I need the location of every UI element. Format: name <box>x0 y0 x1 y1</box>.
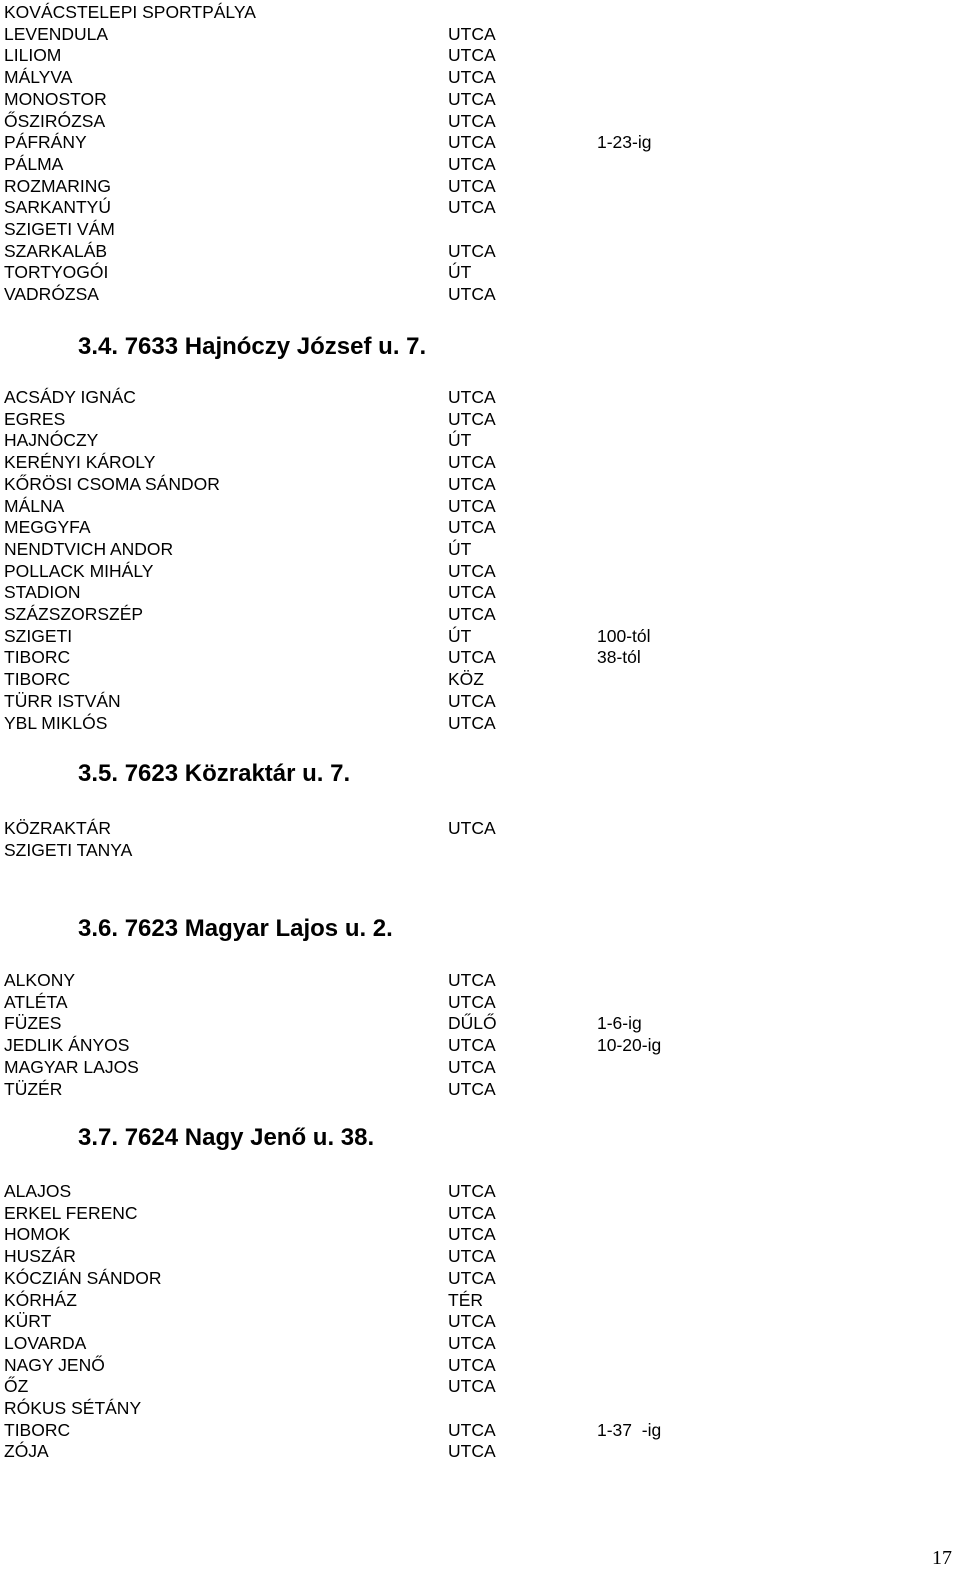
house-number-range: 10-20-ig <box>597 1035 662 1056</box>
street-row <box>0 1441 960 1462</box>
street-name: TÜZÉR <box>4 1078 63 1099</box>
street-type: UTCA <box>448 517 496 538</box>
street-name: VADRÓZSA <box>4 284 99 305</box>
street-row <box>0 1246 960 1267</box>
street-row <box>0 2 960 23</box>
street-row <box>0 691 960 712</box>
street-name: KERÉNYI KÁROLY <box>4 452 156 473</box>
street-row <box>0 1311 960 1332</box>
street-name: SZIGETI TANYA <box>4 839 133 860</box>
street-type: UTCA <box>448 1376 496 1397</box>
street-row <box>0 1203 960 1224</box>
street-type: UTCA <box>448 88 496 109</box>
street-name: ŐZ <box>4 1376 29 1397</box>
house-number-range: 38-tól <box>597 647 641 668</box>
street-type: UTCA <box>448 473 496 494</box>
street-row <box>0 1181 960 1202</box>
street-name: YBL MIKLÓS <box>4 712 108 733</box>
street-row <box>0 1355 960 1376</box>
street-name: LOVARDA <box>4 1332 87 1353</box>
section-heading: 3.7. 7624 Nagy Jenő u. 38. <box>78 1124 375 1151</box>
street-row <box>0 24 960 45</box>
house-number-range: 100-tól <box>597 625 651 646</box>
street-type: UTCA <box>448 452 496 473</box>
street-type: UTCA <box>448 1332 496 1353</box>
street-name: EGRES <box>4 408 66 429</box>
street-name: MAGYAR LAJOS <box>4 1056 139 1077</box>
street-type: UTCA <box>448 175 496 196</box>
street-name: TIBORC <box>4 647 71 668</box>
street-type: UTCA <box>448 1078 496 1099</box>
street-type: DŰLŐ <box>448 1013 497 1034</box>
street-row <box>0 154 960 175</box>
street-name: STADION <box>4 582 81 603</box>
street-row <box>0 561 960 582</box>
street-name: KÖZRAKTÁR <box>4 818 111 838</box>
street-row <box>0 262 960 283</box>
street-name: JEDLIK ÁNYOS <box>4 1035 130 1056</box>
street-type: UTCA <box>448 1224 496 1245</box>
street-type: UTCA <box>448 23 496 44</box>
street-row <box>0 452 960 473</box>
street-name: RÓKUS SÉTÁNY <box>4 1398 142 1418</box>
street-row <box>0 1079 960 1100</box>
street-row <box>0 582 960 603</box>
street-type: UTCA <box>448 67 496 88</box>
street-type: UTCA <box>448 690 496 711</box>
page-number: 17 <box>932 1547 952 1569</box>
street-name: SARKANTYÚ <box>4 197 111 218</box>
house-number-range: 1-23-ig <box>597 132 652 153</box>
street-row <box>0 970 960 991</box>
street-name: HAJNÓCZY <box>4 430 99 451</box>
street-name: HOMOK <box>4 1224 71 1245</box>
street-name: KÜRT <box>4 1311 52 1332</box>
street-type: UTCA <box>448 408 496 429</box>
street-row <box>0 647 960 668</box>
street-type: UTCA <box>448 132 496 153</box>
street-row <box>0 1057 960 1078</box>
street-name: SZIGETI VÁM <box>4 219 115 239</box>
street-row <box>0 818 960 839</box>
street-row <box>0 430 960 451</box>
street-row <box>0 1290 960 1311</box>
street-name: ERKEL FERENC <box>4 1202 138 1223</box>
street-row <box>0 1013 960 1034</box>
street-name: ALKONY <box>4 970 75 990</box>
street-type: UTCA <box>448 1419 496 1440</box>
street-type: UTCA <box>448 1441 496 1462</box>
street-name: TIBORC <box>4 1419 71 1440</box>
street-name: SZÁZSZORSZÉP <box>4 604 144 624</box>
street-name: ALAJOS <box>4 1181 72 1201</box>
street-name: KŐRÖSI CSOMA SÁNDOR <box>4 473 220 494</box>
street-row <box>0 517 960 538</box>
street-row <box>0 713 960 734</box>
house-number-range: 1-37 -ig <box>597 1419 662 1440</box>
street-name: SZARKALÁB <box>4 240 108 261</box>
street-name: HUSZÁR <box>4 1246 76 1267</box>
street-row <box>0 1333 960 1354</box>
street-row <box>0 1268 960 1289</box>
street-row <box>0 539 960 560</box>
street-name: POLLACK MIHÁLY <box>4 560 154 581</box>
street-name: NAGY JENŐ <box>4 1354 105 1375</box>
street-row <box>0 604 960 625</box>
street-name: SZIGETI <box>4 625 73 646</box>
street-row <box>0 67 960 88</box>
street-type: UTCA <box>448 1181 496 1201</box>
street-row <box>0 840 960 861</box>
street-type: UTCA <box>448 1311 496 1332</box>
street-row <box>0 197 960 218</box>
street-row <box>0 387 960 408</box>
street-name: TIBORC <box>4 669 71 690</box>
street-type: ÚT <box>448 538 472 559</box>
street-row <box>0 669 960 690</box>
street-type: UTCA <box>448 45 496 66</box>
street-type: UTCA <box>448 240 496 261</box>
street-type: UTCA <box>448 712 496 733</box>
street-row <box>0 626 960 647</box>
street-type: UTCA <box>448 582 496 603</box>
street-type: UTCA <box>448 1267 496 1288</box>
street-type: UTCA <box>448 818 496 838</box>
street-name: PÁFRÁNY <box>4 132 87 153</box>
street-type: ÚT <box>448 625 472 646</box>
street-type: UTCA <box>448 495 496 516</box>
street-name: MONOSTOR <box>4 88 107 109</box>
street-type: UTCA <box>448 647 496 668</box>
street-type: UTCA <box>448 970 496 990</box>
street-name: MÁLYVA <box>4 67 73 88</box>
street-row <box>0 496 960 517</box>
street-row <box>0 1224 960 1245</box>
street-name: MEGGYFA <box>4 517 91 538</box>
street-type: UTCA <box>448 1246 496 1267</box>
section-heading: 3.4. 7633 Hajnóczy József u. 7. <box>78 333 427 360</box>
street-type: UTCA <box>448 153 496 174</box>
street-type: UTCA <box>448 991 496 1012</box>
house-number-range: 1-6-ig <box>597 1013 642 1034</box>
street-name: PÁLMA <box>4 153 64 174</box>
street-name: KÓCZIÁN SÁNDOR <box>4 1267 162 1288</box>
street-type: UTCA <box>448 1354 496 1375</box>
street-row <box>0 1376 960 1397</box>
street-row <box>0 132 960 153</box>
street-name: NENDTVICH ANDOR <box>4 538 174 559</box>
section-heading: 3.5. 7623 Közraktár u. 7. <box>78 760 351 787</box>
street-type: UTCA <box>448 110 496 131</box>
street-type: UTCA <box>448 1035 496 1056</box>
street-name: TÜRR ISTVÁN <box>4 690 121 711</box>
street-type: UTCA <box>448 387 496 407</box>
street-name: KÓRHÁZ <box>4 1289 77 1310</box>
street-type: ÚT <box>448 262 472 283</box>
street-name: MÁLNA <box>4 495 65 516</box>
street-type: UTCA <box>448 560 496 581</box>
street-name: ŐSZIRÓZSA <box>4 110 106 131</box>
street-name: ROZMARING <box>4 175 111 196</box>
street-name: TORTYOGÓI <box>4 262 109 283</box>
street-name: ATLÉTA <box>4 991 68 1012</box>
street-row <box>0 241 960 262</box>
street-row <box>0 1420 960 1441</box>
street-type: UTCA <box>448 197 496 218</box>
street-row <box>0 992 960 1013</box>
street-row <box>0 89 960 110</box>
street-name: ACSÁDY IGNÁC <box>4 387 136 407</box>
street-name: LEVENDULA <box>4 23 109 44</box>
street-name: ZÓJA <box>4 1441 49 1462</box>
street-row <box>0 176 960 197</box>
street-name: LILIOM <box>4 45 62 66</box>
street-type: KÖZ <box>448 669 484 690</box>
street-name: FÜZES <box>4 1013 62 1034</box>
street-row <box>0 284 960 305</box>
street-type: UTCA <box>448 284 496 305</box>
street-row <box>0 409 960 430</box>
street-type: UTCA <box>448 1056 496 1077</box>
street-type: TÉR <box>448 1289 483 1310</box>
street-type: UTCA <box>448 604 496 624</box>
street-row <box>0 474 960 495</box>
street-type: ÚT <box>448 430 472 451</box>
street-row <box>0 219 960 240</box>
street-row <box>0 111 960 132</box>
street-row <box>0 1035 960 1056</box>
street-name: KOVÁCSTELEPI SPORTPÁLYA <box>4 2 256 22</box>
street-type: UTCA <box>448 1202 496 1223</box>
street-row <box>0 1398 960 1419</box>
street-row <box>0 45 960 66</box>
section-heading: 3.6. 7623 Magyar Lajos u. 2. <box>78 915 393 942</box>
